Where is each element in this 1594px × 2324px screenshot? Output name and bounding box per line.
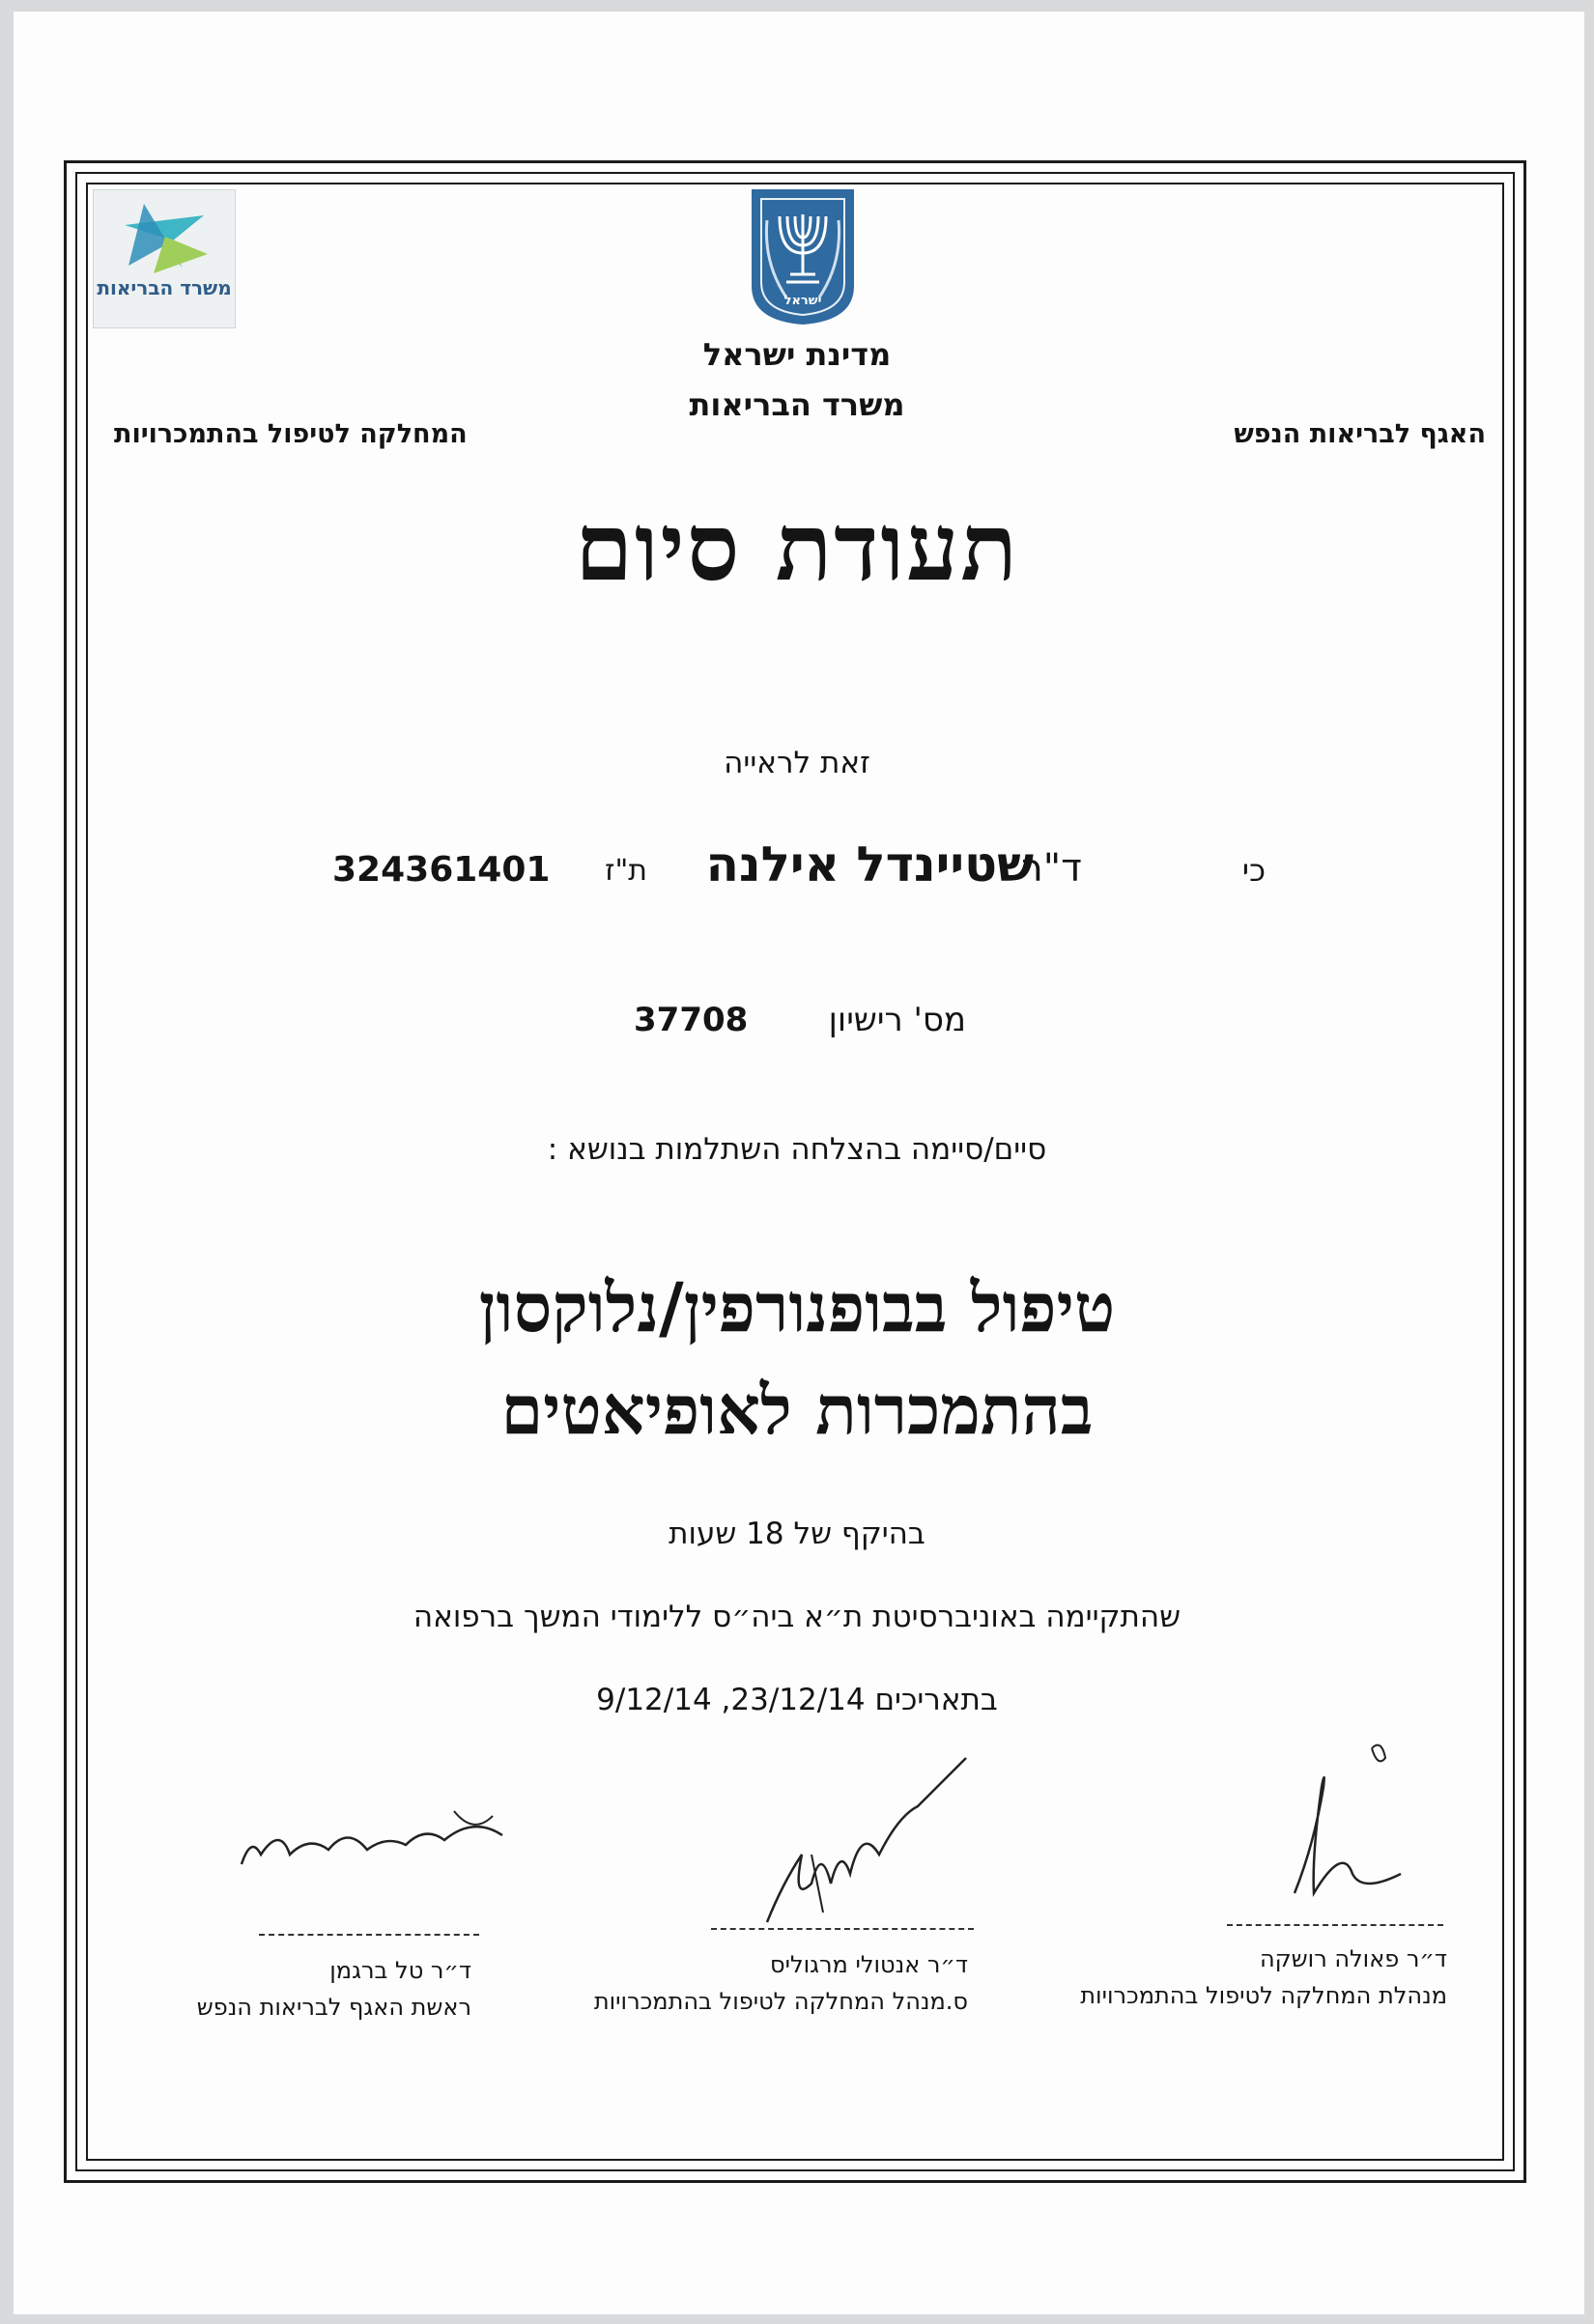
signer-name-right: ד״ר פאולה רושקה (1259, 1945, 1447, 1972)
logo-text: משרד הבריאות (97, 276, 232, 299)
emblem-label: ישראל (783, 294, 822, 308)
holder-name: שטיינדל אילנה (705, 836, 1034, 893)
signer-name-left: ד״ר טל ברגמן (329, 1957, 471, 1984)
license-number: 37708 (634, 1001, 749, 1039)
signer-role-right: מנהלת המחלקה לטיפול בהתמכרויות (1080, 1982, 1447, 2009)
department-name: המחלקה לטיפול בהתמכרויות (114, 419, 468, 449)
signature-right (1256, 1729, 1430, 1922)
id-number: 324361401 (332, 850, 551, 890)
division-name: האגף לבריאות הנפש (1234, 419, 1486, 449)
star-logo-icon (115, 198, 212, 279)
signer-role-middle: ס.מנהל המחלקה לטיפול בהתמכרויות (593, 1988, 968, 2015)
signature-line-left (259, 1934, 479, 1936)
signature-line-right (1227, 1924, 1443, 1926)
course-venue: שהתקיימה באוניברסיטת ת״א ביה״ס ללימודי המשך ברפואה (413, 1600, 1181, 1634)
signer-role-left: ראשת האגף לבריאות הנפש (196, 1994, 471, 2021)
ministry-name: משרד הבריאות (689, 386, 905, 423)
course-scope: בהיקף של 18 שעות (669, 1516, 925, 1551)
id-label: ת"ז (605, 854, 647, 888)
course-dates: בתאריכים 23/12/14, 9/12/14 (596, 1683, 998, 1717)
signer-name-middle: ד״ר אנטולי מרגוליס (770, 1951, 968, 1978)
state-emblem (746, 185, 860, 326)
signature-middle (754, 1739, 985, 1941)
ki-word: כי (1241, 852, 1266, 889)
certificate-title: תעודת סיום (575, 493, 1019, 602)
license-label: מס' רישיון (828, 1001, 966, 1039)
signature-line-middle (711, 1928, 974, 1930)
course-subject-line-2: בהתמכרות לאופיאטים (500, 1370, 1094, 1450)
completed-text: סיים/סיימה בהצלחה השתלמות בנושא : (547, 1132, 1047, 1167)
doctor-title: ד"ר (1021, 846, 1082, 891)
attest-text: זאת לראייה (724, 746, 870, 780)
state-name: מדינת ישראל (702, 336, 892, 373)
ministry-of-health-logo (93, 189, 236, 328)
signature-left (222, 1797, 522, 1884)
course-subject-line-1: טיפול בבופנורפין/נלוקסון (478, 1267, 1116, 1347)
